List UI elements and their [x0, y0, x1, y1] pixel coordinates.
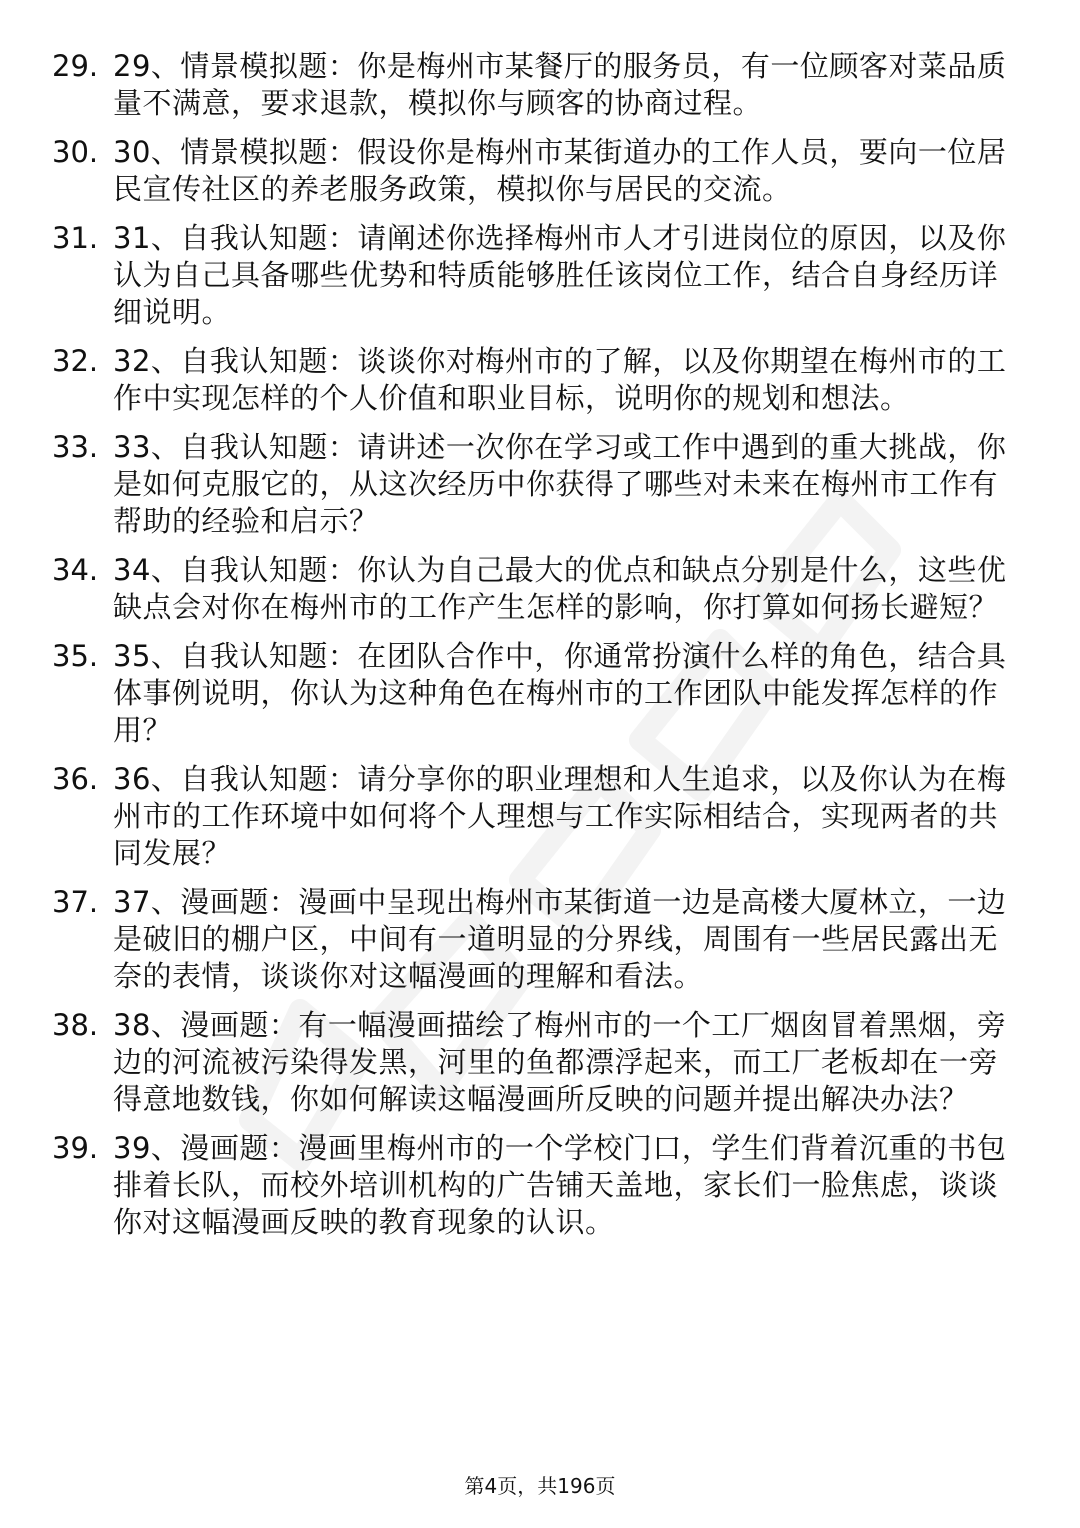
question-text: 34、自我认知题：你认为自己最大的优点和缺点分别是什么，这些优缺点会对你在梅州市的工作产生怎样的影响，你打算如何扬长避短？ — [113, 553, 1007, 624]
question-list — [0, 48, 1080, 1253]
question-number: 35. — [52, 639, 99, 673]
question-text: 33、自我认知题：请讲述一次你在学习或工作中遇到的重大挑战，你是如何克服它的，从这次经历中你获得了哪些对未来在梅州市工作有帮助的经验和启示？ — [113, 430, 1007, 538]
question-item — [0, 429, 1080, 540]
question-item — [0, 884, 1080, 995]
question-number: 32. — [52, 344, 99, 378]
question-number: 39. — [52, 1131, 99, 1165]
question-text: 32、自我认知题：谈谈你对梅州市的了解，以及你期望在梅州市的工作中实现怎样的个人价值和职业目标，说明你的规划和想法。 — [113, 344, 1007, 415]
question-number: 33. — [52, 430, 99, 464]
question-text: 31、自我认知题：请阐述你选择梅州市人才引进岗位的原因，以及你认为自己具备哪些优势和特质能够胜任该岗位工作，结合自身经历详细说明。 — [113, 221, 1007, 329]
question-number: 34. — [52, 553, 99, 587]
question-number: 36. — [52, 762, 99, 796]
question-item — [0, 761, 1080, 872]
question-item — [0, 343, 1080, 417]
question-item — [0, 48, 1080, 122]
question-text: 37、漫画题：漫画中呈现出梅州市某街道一边是高楼大厦林立，一边是破旧的棚户区，中间有一道明显的分界线，周围有一些居民露出无奈的表情，谈谈你对这幅漫画的理解和看法。 — [113, 885, 1007, 993]
question-text: 29、情景模拟题：你是梅州市某餐厅的服务员，有一位顾客对菜品质量不满意，要求退款，模拟你与顾客的协商过程。 — [113, 49, 1007, 120]
page-footer: 第4页，共196页 — [464, 1474, 616, 1498]
question-item — [0, 1130, 1080, 1241]
question-text: 39、漫画题：漫画里梅州市的一个学校门口，学生们背着沉重的书包排着长队，而校外培训机构的广告铺天盖地，家长们一脸焦虑，谈谈你对这幅漫画反映的教育现象的认识。 — [113, 1131, 1007, 1239]
question-text: 36、自我认知题：请分享你的职业理想和人生追求，以及你认为在梅州市的工作环境中如何将个人理想与工作实际相结合，实现两者的共同发展？ — [113, 762, 1007, 870]
question-item — [0, 220, 1080, 331]
question-text: 38、漫画题：有一幅漫画描绘了梅州市的一个工厂烟囱冒着黑烟，旁边的河流被污染得发黑，河里的鱼都漂浮起来，而工厂老板却在一旁得意地数钱，你如何解读这幅漫画所反映的问题并提出解决办法？ — [113, 1008, 1007, 1116]
question-number: 29. — [52, 49, 99, 83]
question-number: 37. — [52, 885, 99, 919]
question-item — [0, 134, 1080, 208]
question-item — [0, 638, 1080, 749]
question-number: 38. — [52, 1008, 99, 1042]
question-text: 30、情景模拟题：假设你是梅州市某街道办的工作人员，要向一位居民宣传社区的养老服务政策，模拟你与居民的交流。 — [113, 135, 1007, 206]
question-text: 35、自我认知题：在团队合作中，你通常扮演什么样的角色，结合具体事例说明，你认为这种角色在梅州市的工作团队中能发挥怎样的作用？ — [113, 639, 1007, 747]
question-number: 30. — [52, 135, 99, 169]
question-number: 31. — [52, 221, 99, 255]
question-item — [0, 1007, 1080, 1118]
question-item — [0, 552, 1080, 626]
